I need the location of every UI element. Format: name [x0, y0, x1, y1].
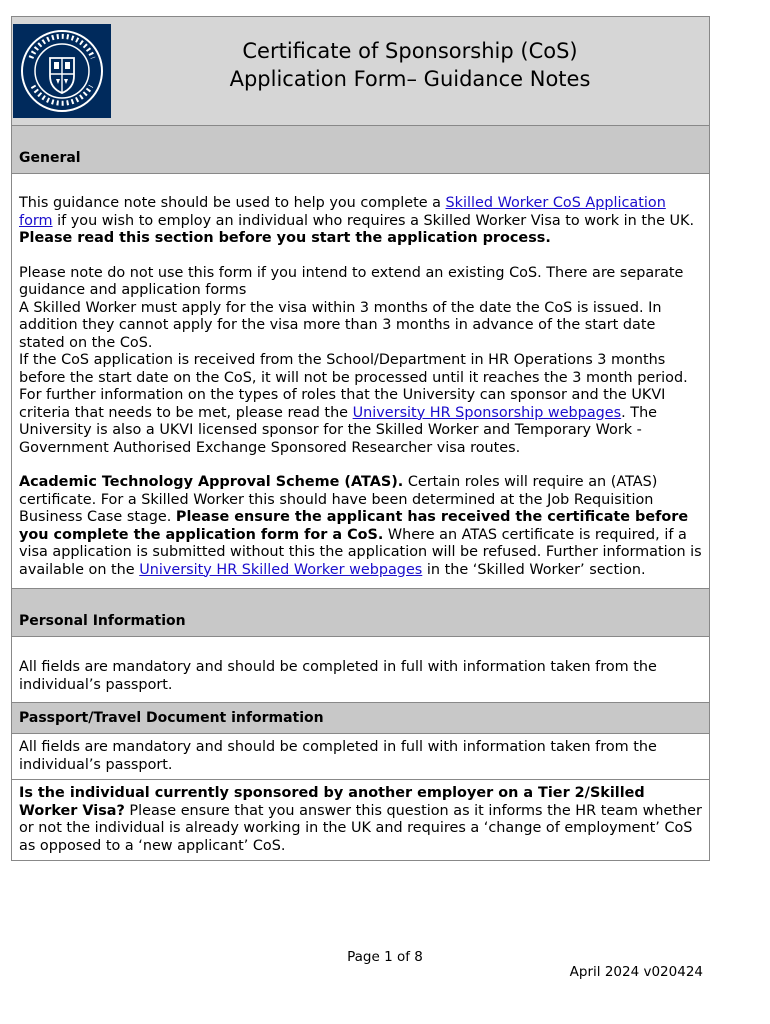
title-line-1: Certificate of Sponsorship (CoS)	[242, 39, 578, 63]
general-paragraph-4: If the CoS application is received from the School/Department in HR Operations 3 months before the start date on the CoS, it will not be processed until it reaches the 3 month period.	[19, 352, 688, 386]
page-number: Page 1 of 8	[347, 949, 423, 965]
bold-text: Academic Technology Approval Scheme (ATAS).	[19, 474, 404, 490]
section-body-passport	[12, 734, 709, 780]
sponsored-paragraph	[19, 785, 702, 855]
version-label: April 2024 v020424	[569, 964, 703, 980]
section-body-sponsored	[12, 780, 709, 860]
section-heading-general: General	[12, 126, 709, 174]
atas-paragraph	[19, 474, 702, 579]
general-paragraph-1	[19, 195, 702, 248]
text: Where an ATAS certificate is required, if a visa application is submitted without this the application will be refused. Further information is available on the	[19, 526, 702, 578]
bold-text: Please ensure the applicant has received the certificate before you complete the application form for a CoS.	[19, 509, 689, 543]
crest-icon	[19, 28, 105, 114]
text: For further information on the types of roles that the University can sponsor and the UKVI criteria that needs to be met, please read the	[19, 387, 666, 421]
title-line-2: Application Form– Guidance Notes	[229, 67, 591, 91]
section-body-general	[12, 174, 709, 589]
passport-paragraph: All fields are mandatory and should be completed in full with information taken from the individual’s passport.	[19, 739, 657, 773]
hr-sponsorship-link[interactable]: University HR Sponsorship webpages	[352, 404, 622, 421]
section-heading-passport: Passport/Travel Document information	[12, 703, 709, 734]
skilled-worker-form-link[interactable]: Skilled Worker CoS Application form	[19, 195, 666, 229]
document-title	[111, 17, 709, 125]
section-body-personal	[12, 637, 709, 703]
text: This guidance note should be used to help you complete a	[19, 195, 446, 211]
text: in the ‘Skilled Worker’ section.	[422, 561, 646, 578]
text: if you wish to employ an individual who requires a Skilled Worker Visa to work in the UK.	[52, 212, 695, 229]
general-paragraph-3: A Skilled Worker must apply for the visa within 3 months of the date the CoS is issued. In addition they cannot apply for the visa more than 3 months in advance of the start date stated on the CoS.	[19, 299, 662, 351]
section-heading-personal: Personal Information	[12, 589, 709, 637]
bold-text: Please read this section before you start the application process.	[19, 230, 551, 246]
personal-paragraph: All fields are mandatory and should be completed in full with information taken from the individual’s passport.	[19, 659, 657, 693]
bold-text: Is the individual currently sponsored by another employer on a Tier 2/Skilled Worker Visa?	[19, 785, 645, 819]
document-page	[11, 16, 710, 861]
text: . The University is also a UKVI licensed sponsor for the Skilled Worker and Temporary Work - Government Authorised Exchange Sponsored Researcher visa routes.	[19, 404, 658, 456]
text: Certain roles will require an (ATAS) certificate. For a Skilled Worker this should have been determined at the Job Requisition Business Case stage.	[19, 474, 658, 525]
university-crest-logo	[13, 24, 111, 118]
hr-skilled-worker-link[interactable]: University HR Skilled Worker webpages	[139, 561, 423, 578]
title-header	[12, 17, 709, 126]
text: Please ensure that you answer this question as it informs the HR team whether or not the individual is already working in the UK and requires a ‘change of employment’ CoS as opposed to a ‘new applicant’ CoS.	[19, 802, 702, 854]
general-paragraph-2: Please note do not use this form if you intend to extend an existing CoS. There are separate guidance and application forms	[19, 264, 684, 298]
general-paragraph-5	[19, 387, 702, 457]
